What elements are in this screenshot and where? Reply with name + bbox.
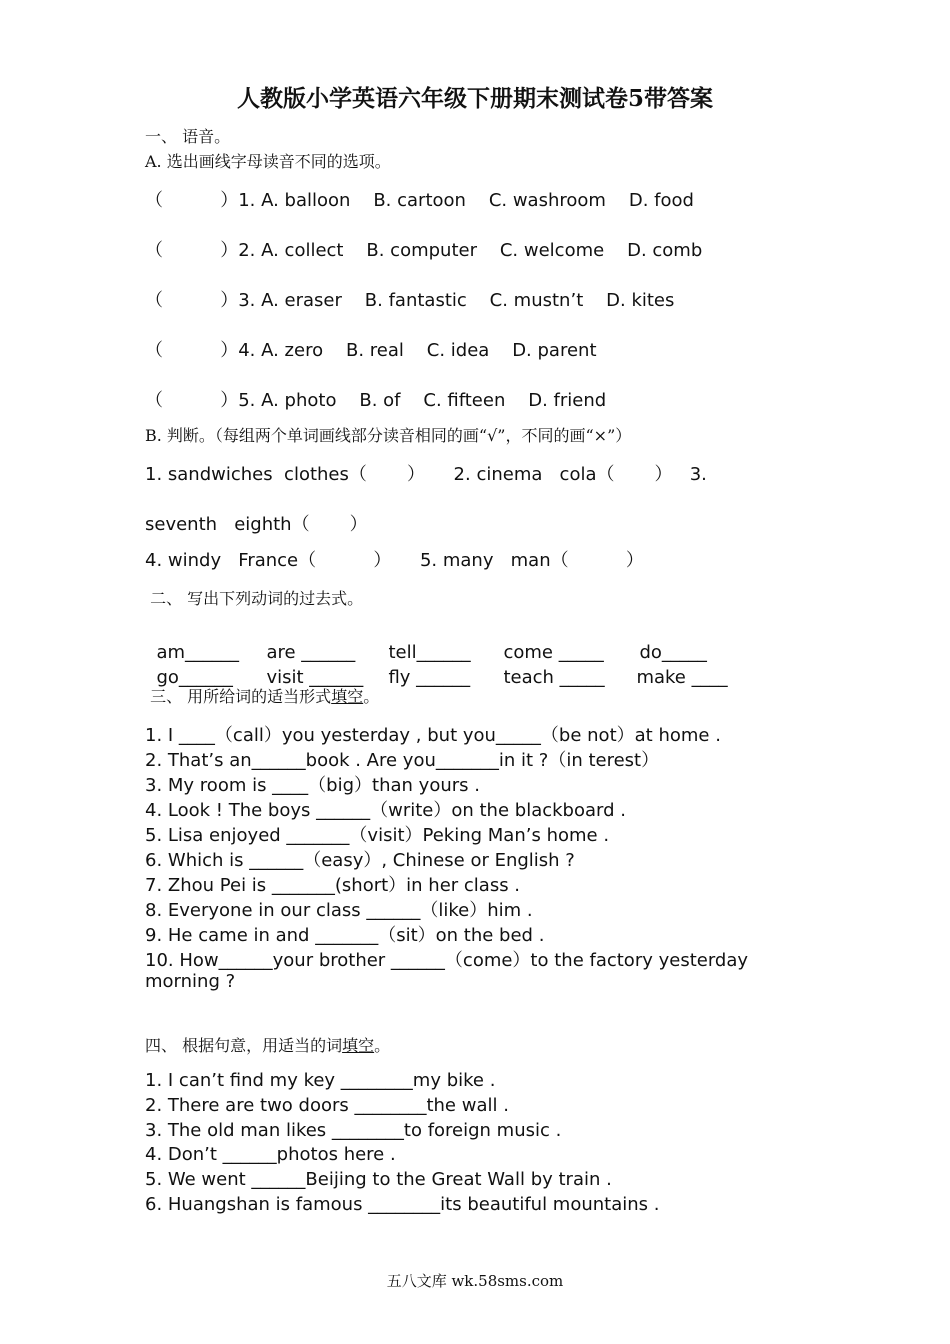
mc-question-5: （ ）5. A. photo B. of C. fifteen D. friend [145,390,607,411]
judge-line-2: seventh eighth（ ） [145,514,368,535]
verb-blank: make ____ [636,667,728,688]
fill-item-10-cont: morning ? [145,971,236,992]
word-fill-item-4: 4. Don’t ______photos here . [145,1144,396,1165]
heading-underlined: 填空 [342,1036,375,1055]
mc-question-2: （ ）2. A. collect B. computer C. welcome D. comb [145,240,703,261]
verb-blank: visit ______ [266,667,364,688]
fill-item-3: 3. My room is ____（big）than yours . [145,775,480,796]
fill-item-9: 9. He came in and _______（sit）on the bed . [145,925,545,946]
word-fill-item-6: 6. Huangshan is famous ________its beautiful mountains . [145,1194,660,1215]
heading-text: 四、 根据句意，用适当的词 [145,1036,343,1055]
verb-blank: tell______ [388,642,471,663]
verb-blank: am______ [156,642,240,663]
fill-item-4: 4. Look ! The boys ______（write）on the blackboard . [145,800,626,821]
judge-line-3: 4. windy France（ ） 5. many man（ ） [145,550,644,571]
section-1b-heading: B. 判断。（每组两个单词画线部分读音相同的画“√”，不同的画“×”） [145,426,632,445]
verb-blank: do_____ [639,642,707,663]
heading-punct: 。 [374,1036,391,1055]
verb-blank: fly ______ [388,667,471,688]
footer-watermark: 五八文库 wk.58sms.com [386,1272,564,1290]
section-2-heading: 二、 写出下列动词的过去式。 [145,589,364,608]
section-4-heading [145,1033,390,1056]
judge-line-1: 1. sandwiches clothes（ ） 2. cinema cola（ ） 3. [145,464,707,485]
fill-item-8: 8. Everyone in our class ______（like）him . [145,900,533,921]
fill-item-7: 7. Zhou Pei is _______(short）in her class . [145,875,521,896]
section-1a-heading: A. 选出画线字母读音不同的选项。 [145,152,391,171]
verb-row-2 [145,646,728,688]
fill-item-2: 2. That’s an______book . Are you_______in it ?（in terest） [145,750,660,771]
fill-item-6: 6. Which is ______（easy）, Chinese or English ? [145,850,575,871]
verb-blank: are ______ [266,642,356,663]
word-fill-item-2: 2. There are two doors ________the wall . [145,1095,509,1116]
section-1-heading: 一、 语音。 [145,127,231,146]
fill-item-10: 10. How______your brother ______（come）to the factory yesterday [145,950,749,971]
section-3-heading [145,684,379,707]
fill-item-1: 1. I ____（call）you yesterday , but you_____（be not）at home . [145,725,721,746]
mc-question-3: （ ）3. A. eraser B. fantastic C. mustn’t D. kites [145,290,675,311]
heading-underlined: 填空 [331,687,364,706]
heading-punct: 。 [363,687,380,706]
verb-blank: go______ [156,667,233,688]
mc-question-1: （ ）1. A. balloon B. cartoon C. washroom D. food [145,190,694,211]
word-fill-item-1: 1. I can’t find my key ________my bike . [145,1070,496,1091]
verb-blank: come _____ [503,642,604,663]
page-title: 人教版小学英语六年级下册期末测试卷5带答案 [236,85,713,112]
word-fill-item-3: 3. The old man likes ________to foreign music . [145,1120,562,1141]
heading-text: 三、 用所给词的适当形式 [145,687,332,706]
fill-item-5: 5. Lisa enjoyed _______（visit）Peking Man’s home . [145,825,610,846]
word-fill-item-5: 5. We went ______Beijing to the Great Wall by train . [145,1169,612,1190]
mc-question-4: （ ）4. A. zero B. real C. idea D. parent [145,340,597,361]
verb-blank: teach _____ [503,667,605,688]
